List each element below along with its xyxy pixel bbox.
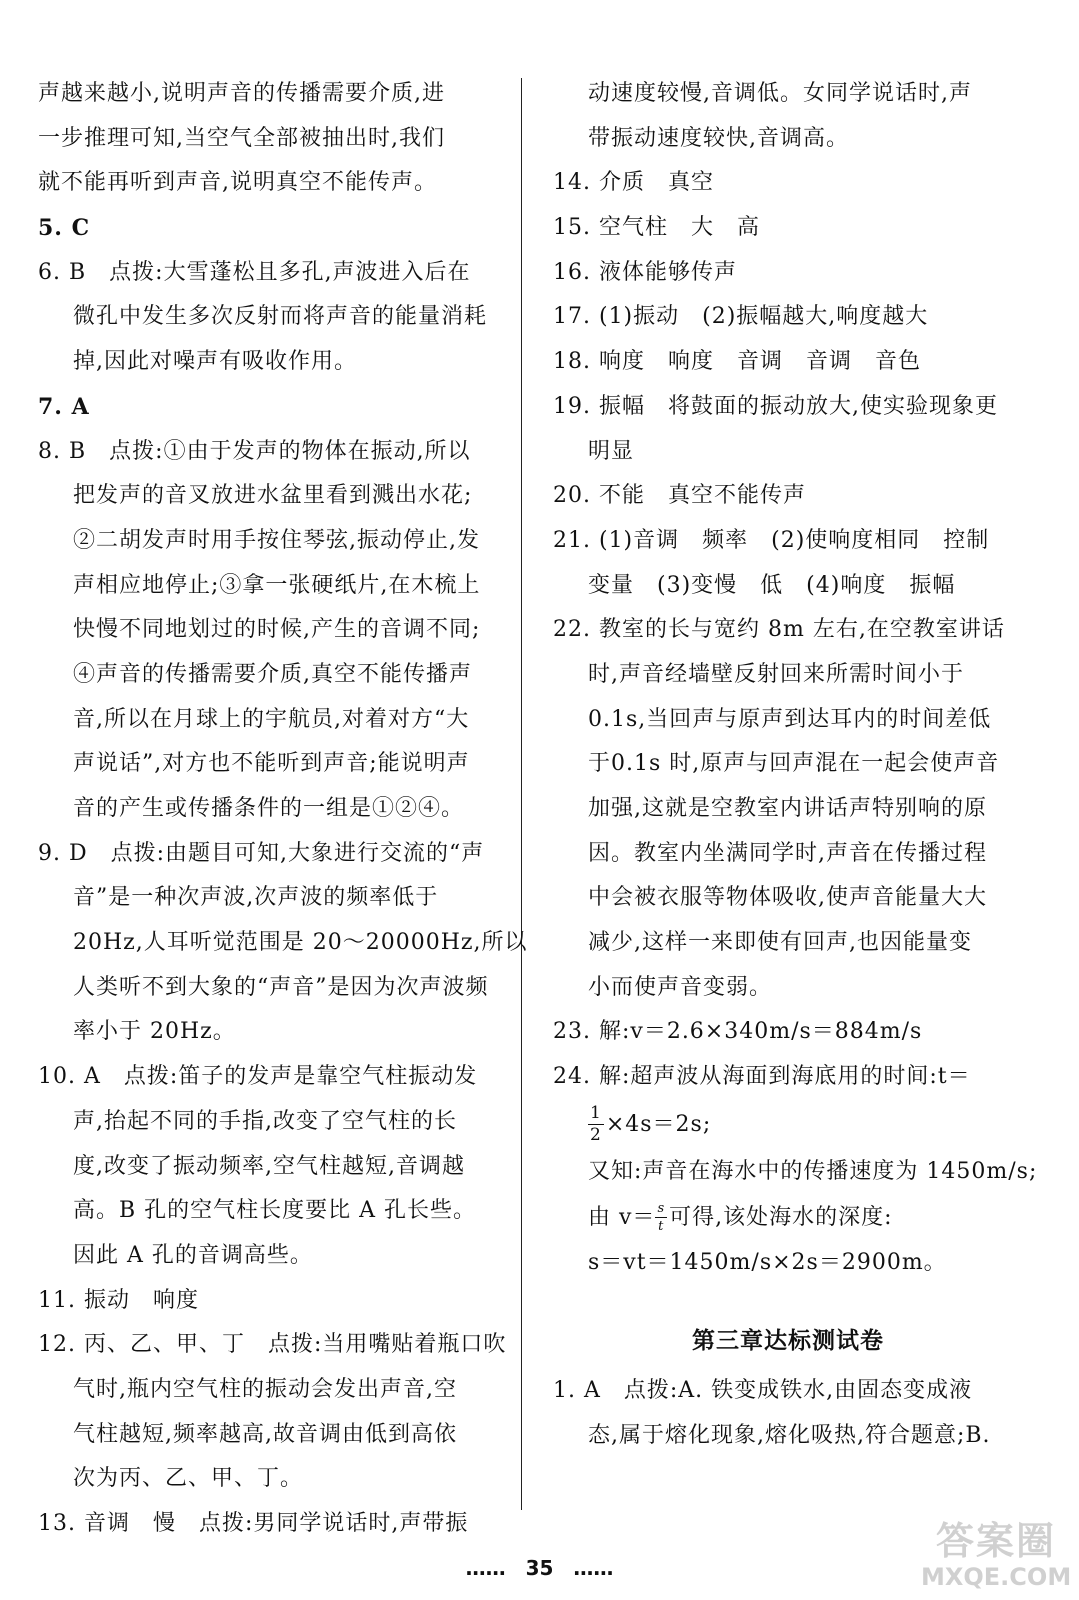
answer-12: 12. 丙、乙、甲、丁 点拨:当用嘴贴着瓶口吹 [38,1332,507,1358]
left-column [38,72,528,1547]
answer-19: 19. 振幅 将鼓面的振动放大,使实验现象更 [553,393,998,419]
answer-18: 18. 响度 响度 音调 音调 音色 [553,349,921,375]
text-line: 就不能再听到声音,说明真空不能传声。 [38,170,437,196]
text-line: 把发声的音叉放进水盆里看到溅出水花; [73,483,473,509]
text-line: 减少,这样一来即使有回声,也因能量变 [588,930,972,956]
watermark-logo: 答案圈 [935,1519,1056,1563]
answer-13: 13. 音调 慢 点拨:男同学说话时,声带振 [38,1511,469,1536]
answer-21: 21. (1)音调 频率 (2)使响度相同 控制 [553,527,990,553]
answer-16: 16. 液体能够传声 [553,259,737,285]
text-line: ④声音的传播需要介质,真空不能传播声 [73,661,472,687]
answer-20: 20. 不能 真空不能传声 [553,483,806,509]
formula-text: ×4s＝2s; [605,1111,712,1137]
text-line: 加强,这就是空教室内讲话声特别响的原 [588,796,987,821]
answer-6: 6. B 点拨:大雪蓬松且多孔,声波进入后在 [38,259,471,285]
answer-22: 22. 教室的长与宽约 8m 左右,在空教室讲话 [553,617,1005,643]
chapter-title: 第三章达标测试卷 [692,1327,884,1355]
text-line: 率小于 20Hz。 [73,1019,236,1045]
text-line: 一步推理可知,当空气全部被抽出时,我们 [38,125,445,151]
text-line: 气柱越短,频率越高,故音调由低到高依 [73,1421,457,1447]
answer-23: 23. 解:v＝2.6×340m/s＝884m/s [553,1019,923,1045]
text-line: 掉,因此对噪声有吸收作用。 [73,349,357,375]
text-line: 于0.1s 时,原声与回声混在一起会使声音 [588,751,1000,777]
formula-line [553,1100,1023,1150]
answer-9: 9. D 点拨:由题目可知,大象进行交流的“声 [38,840,485,866]
text-line: 因。教室内坐满同学时,声音在传播过程 [588,840,987,866]
text-line: 0.1s,当回声与原声到达耳内的时间差低 [588,706,992,732]
answer-10: 10. A 点拨:笛子的发声是靠空气柱振动发 [38,1064,478,1090]
column-divider [521,78,522,1510]
text-line: 明显 [588,438,635,464]
formula-line [553,1195,1023,1241]
text-line: 声越来越小,说明声音的传播需要介质,进 [38,81,445,106]
text-line: 中会被衣服等物体吸收,使声音能量大大 [588,885,987,911]
answer-24: 24. 解:超声波从海面到海底用的时间:t＝ [553,1064,971,1090]
text-line: 20Hz,人耳听觉范围是 20～20000Hz,所以 [73,930,528,956]
text-line: 声,抬起不同的手指,改变了空气柱的长 [73,1108,457,1134]
text-line: 带振动速度较快,音调高。 [588,125,849,151]
text-line: 态,属于熔化现象,熔化吸热,符合题意;B. [588,1422,991,1448]
text-line: 高。B 孔的空气柱长度要比 A 孔长些。 [73,1198,477,1224]
text-line: 人类听不到大象的“声音”是因为次声波频 [73,974,489,1000]
text-line: 动速度较慢,音调低。女同学说话时,声 [588,81,972,106]
fraction-numerator: s [657,1201,666,1216]
text-line: 声相应地停止;③拿一张硬纸片,在木梳上 [73,572,481,598]
ch3-answer-1: 1. A 点拨:A. 铁变成铁水,由固态变成液 [553,1378,973,1404]
answer-14: 14. 介质 真空 [553,170,714,196]
text-line: 又知:声音在海水中的传播速度为 1450m/s; [588,1158,1038,1184]
right-column [553,72,1038,1459]
answer-8: 8. B 点拨:①由于发声的物体在振动,所以 [38,438,471,464]
text-line: 气时,瓶内空气柱的振动会发出声音,空 [73,1376,457,1402]
text-line: 音的产生或传播条件的一组是①②④。 [73,796,465,821]
page-number: …… 35 …… [465,1556,614,1580]
text-line: 因此 A 孔的音调高些。 [73,1242,313,1268]
formula-text: 可得,该处海水的深度: [669,1204,893,1230]
formula-text: 由 v＝ [588,1204,656,1230]
text-line: 时,声音经墙壁反射回来所需时间小于 [588,661,964,687]
text-line: 快慢不同地划过的时候,产生的音调不同; [73,617,481,643]
text-line: 微孔中发生多次反射而将声音的能量消耗 [73,304,488,330]
fraction-half [588,1105,604,1144]
answer-17: 17. (1)振动 (2)振幅越大,响度越大 [553,304,929,330]
text-line: ②二胡发声时用手按住琴弦,振动停止,发 [73,527,480,553]
text-line: 音”是一种次声波,次声波的频率低于 [73,885,439,911]
text-line: 次为丙、乙、甲、丁。 [73,1466,304,1492]
text-line: 音,所以在月球上的宇航员,对着对方“大 [73,706,470,732]
text-line: 度,改变了振动频率,空气柱越短,音调越 [73,1153,465,1179]
text-line: 小而使声音变弱。 [588,974,773,1000]
answer-11: 11. 振动 响度 [38,1287,199,1313]
answer-15: 15. 空气柱 大 高 [553,215,760,241]
watermark [921,1518,1071,1594]
fraction-denominator: t [658,1219,665,1234]
answer-7: 7. A [38,393,90,420]
watermark-url: MXQE.COM [921,1563,1072,1591]
fraction-denominator: 2 [590,1125,602,1146]
fraction-numerator: 1 [590,1103,602,1124]
fraction-s-over-t [655,1202,667,1233]
answer-5: 5. C [38,215,91,242]
text-line: s＝vt＝1450m/s×2s＝2900m。 [588,1249,947,1275]
text-line: 变量 (3)变慢 低 (4)响度 振幅 [588,572,956,598]
text-line: 声说话”,对方也不能听到声音;能说明声 [73,751,470,777]
